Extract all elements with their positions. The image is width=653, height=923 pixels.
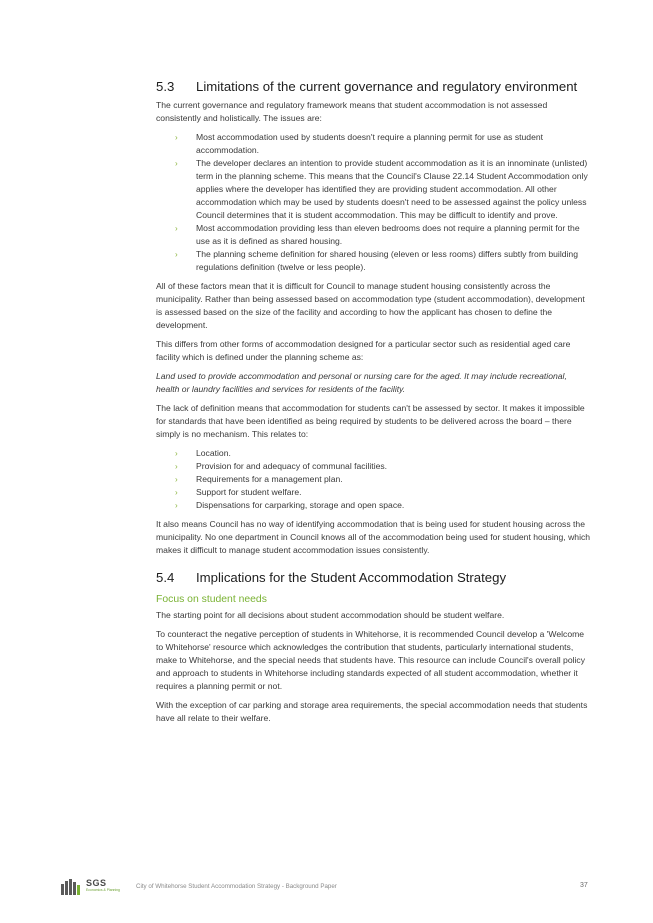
list-item: › Support for student welfare. — [175, 487, 302, 497]
page-footer — [0, 876, 653, 900]
list-item: › Location. — [175, 448, 231, 458]
counteract-paragraph: To counteract the negative perception of students in Whitehorse, it is recommended Council develop a 'Welcome to Whitehorse' resource which acknowledges the contribution that students, particularly international students, make to Whitehorse, and the special needs that students have. This resource can include Council's overall policy and approach to students in Whitehorse including standards expected of all student accommodation, whether it requires a planning permit or not. — [156, 629, 586, 691]
subheading-student-needs: Focus on student needs — [156, 594, 267, 605]
list-item: › Provision for and adequacy of communal facilities. — [175, 461, 388, 471]
section-number: 5.3 — [156, 79, 175, 94]
list-item: › Most accommodation providing less than eleven bedrooms does not require a planning permit for the use as it is defined as shared housing. — [175, 223, 580, 246]
bullet-arrow-icon: › — [175, 449, 178, 458]
page-number: 37 — [580, 882, 588, 889]
list-item: › Requirements for a management plan. — [175, 474, 343, 484]
list-item: › Dispensations for carparking, storage and open space. — [175, 500, 405, 510]
bullet-arrow-icon: › — [175, 501, 178, 510]
list-item: › The planning scheme definition for shared housing (eleven or less rooms) differs subtly from building regulations definition (twelve or less people). — [175, 249, 578, 272]
also-paragraph: It also means Council has no way of identifying accommodation that is being used for student housing across the municipality. No one department in Council knows all of the accommodation being used for student housing, which makes it difficult to manage student accommodation issues consistently. — [156, 519, 591, 555]
sgs-logo-icon — [60, 878, 82, 896]
sgs-logo — [60, 876, 120, 900]
differs-paragraph: This differs from other forms of accommodation designed for a particular sector such as residential aged care facility which is defined under the planning scheme as: — [156, 339, 571, 362]
list-item: › Most accommodation used by students doesn't require a planning permit for use as student accommodation. — [175, 132, 544, 155]
definition-quote: Land used to provide accommodation and personal or nursing care for the aged. It may include recreational, health or laundry facilities and services for residents of the facility. — [156, 371, 567, 394]
bullet-arrow-icon: › — [175, 462, 178, 471]
logo-subtitle: Economics & Planning — [86, 888, 120, 892]
list-item: › The developer declares an intention to provide student accommodation as it is an innominate (unlisted) term in the planning scheme. This means that the Council's Clause 22.14 Student Accommodation only applies where the developer has identified they are providing student accommodation. All other accommodation which may be used by students doesn't need to be assessed against the policy unless Council determines that it is student accommodation. This may be difficult to identify and prove. — [175, 158, 588, 220]
logo-text: SGS — [86, 878, 107, 888]
section-title: Implications for the Student Accommodation Strategy — [196, 570, 507, 585]
bullet-arrow-icon: › — [175, 133, 178, 142]
factors-paragraph: All of these factors mean that it is difficult for Council to manage student housing consistently across the municipality. Rather than being assessed based on accommodation type (student accommodation), development is assessed based on the size of the facility and according to how the applicant has chosen to define the development. — [156, 281, 585, 330]
start-paragraph: The starting point for all decisions about student accommodation should be student welfare. — [156, 610, 505, 620]
exception-paragraph: With the exception of car parking and storage area requirements, the special accommodation needs that students have all relate to their welfare. — [156, 700, 588, 723]
lack-paragraph: The lack of definition means that accommodation for students can't be assessed by sector. It makes it impossible for standards that have been identified as being required by students to be delivered across the board – there simply is no mechanism. This relates to: — [156, 403, 585, 439]
section-number: 5.4 — [156, 570, 175, 585]
bullet-arrow-icon: › — [175, 250, 178, 259]
section-title: Limitations of the current governance and regulatory environment — [196, 79, 578, 94]
section-5-4-heading — [156, 569, 592, 587]
bullet-arrow-icon: › — [175, 475, 178, 484]
footer-document-title: City of Whitehorse Student Accommodation Strategy - Background Paper — [136, 883, 337, 890]
bullet-arrow-icon: › — [175, 159, 178, 168]
intro-paragraph: The current governance and regulatory framework means that student accommodation is not assessed consistently and holistically. The issues are: — [156, 100, 548, 123]
bullet-arrow-icon: › — [175, 488, 178, 497]
page-content — [156, 78, 592, 731]
bullet-arrow-icon: › — [175, 224, 178, 233]
issues-list — [156, 131, 592, 274]
section-5-3-heading — [156, 78, 592, 96]
relates-list — [156, 447, 592, 512]
